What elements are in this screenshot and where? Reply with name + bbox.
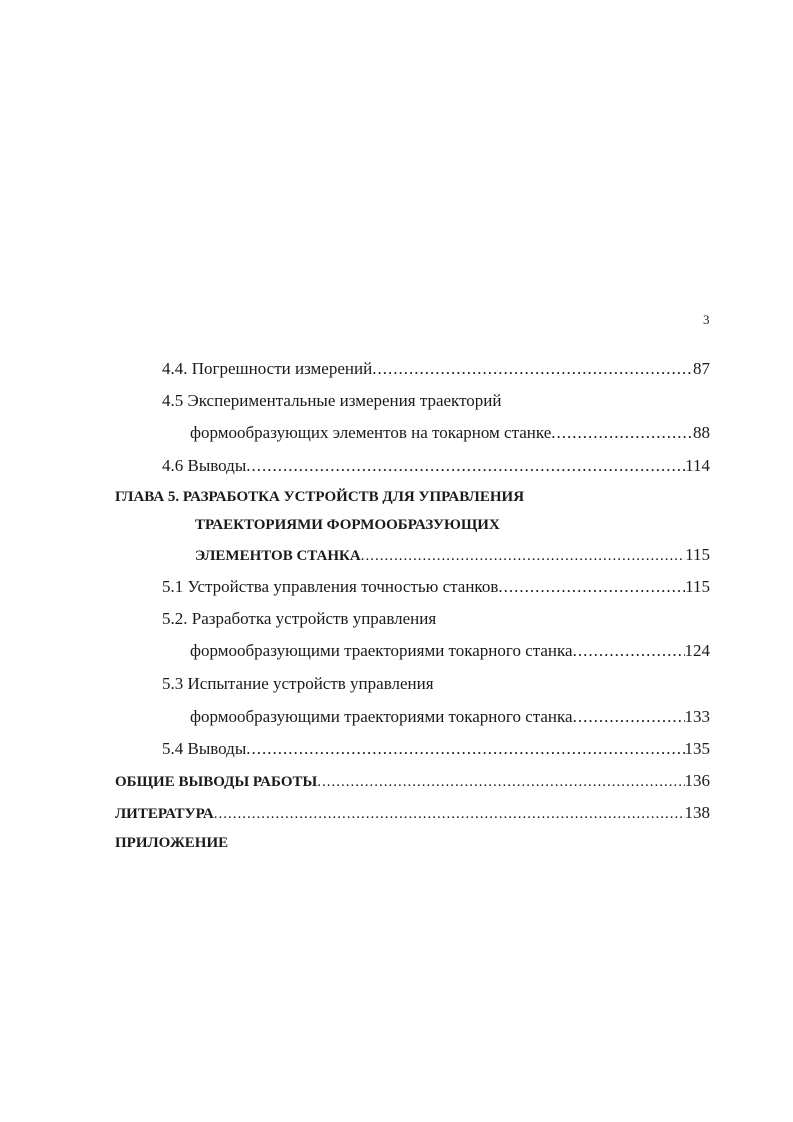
toc-entry-5-2 (190, 640, 710, 662)
toc-entry-5-3-line1: 5.3 Испытание устройств управления (162, 674, 434, 693)
toc-entry-4-6 (162, 455, 710, 477)
toc-leader-dots (317, 771, 684, 793)
toc-conclusions (115, 770, 710, 793)
toc-entry-page: 87 (693, 359, 710, 378)
toc-leader-dots (498, 576, 685, 598)
toc-entry-5-2-line1: 5.2. Разработка устройств управления (162, 609, 437, 628)
toc-entry-title: 4.4. Погрешности измерений (162, 359, 373, 378)
toc-leader-dots (214, 803, 685, 825)
toc-leader-dots (372, 358, 693, 380)
toc-chapter-5-line2: ТРАЕКТОРИЯМИ ФОРМООБРАЗУЮЩИХ (195, 517, 500, 533)
toc-leader-dots (573, 706, 685, 728)
toc-entry-4-4 (162, 358, 710, 380)
toc-leader-dots (551, 422, 693, 444)
toc-entry-5-1 (162, 576, 710, 598)
toc-entry-page: 136 (684, 771, 710, 790)
toc-entry-page: 88 (693, 423, 710, 442)
toc-entry-page: 115 (685, 545, 710, 564)
toc-literature (115, 802, 710, 825)
toc-entry-title: 5.4 Выводы (162, 739, 247, 758)
toc-entry-title: ЭЛЕМЕНТОВ СТАНКА (195, 548, 361, 564)
toc-appendix: ПРИЛОЖЕНИЕ (115, 835, 229, 851)
toc-entry-5-3 (190, 706, 710, 728)
toc-entry-page: 133 (684, 707, 710, 726)
toc-entry-title: формообразующих элементов на токарном станке (190, 423, 552, 442)
toc-leader-dots (361, 545, 685, 567)
toc-entry-title: формообразующими траекториями токарного станка (190, 641, 573, 660)
toc-entry-page: 124 (684, 641, 710, 660)
toc-entry-title: формообразующими траекториями токарного станка (190, 707, 573, 726)
toc-entry-title: ЛИТЕРАТУРА (115, 806, 214, 822)
toc-chapter-5-line1: ГЛАВА 5. РАЗРАБОТКА УСТРОЙСТВ ДЛЯ УПРАВЛЕНИЯ (115, 489, 525, 505)
toc-entry-title: 4.6 Выводы (162, 456, 247, 475)
toc-leader-dots (573, 640, 685, 662)
toc-entry-4-5-line1: 4.5 Экспериментальные измерения траекторий (162, 391, 502, 410)
toc-entry-page: 135 (684, 739, 710, 758)
toc-entry-title: ОБЩИЕ ВЫВОДЫ РАБОТЫ (115, 774, 318, 790)
toc-entry-page: 138 (684, 803, 710, 822)
toc-entry-page: 114 (685, 456, 710, 475)
toc-entry-title: 5.1 Устройства управления точностью станков (162, 577, 499, 596)
toc-entry-5-4 (162, 738, 710, 760)
toc-entry-4-5 (190, 422, 710, 444)
toc-chapter-5 (195, 544, 710, 567)
toc-leader-dots (246, 738, 684, 760)
toc-leader-dots (246, 455, 685, 477)
toc-entry-page: 115 (685, 577, 710, 596)
page-number: 3 (703, 312, 710, 327)
